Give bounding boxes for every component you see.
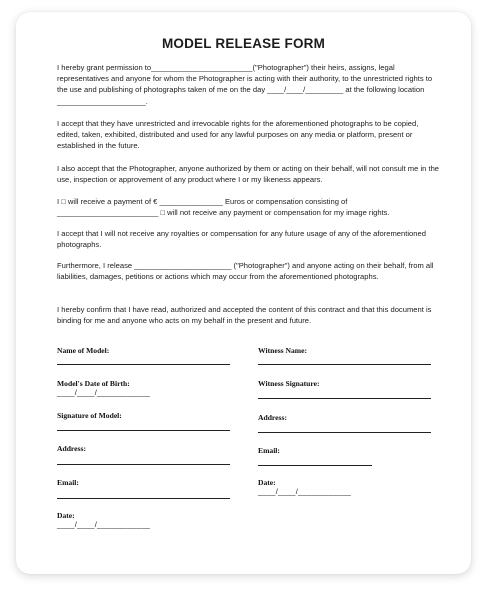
signature-of-model-line[interactable] [57, 430, 230, 431]
name-of-model-label: Name of Model: [57, 346, 110, 355]
date-right-blank[interactable]: ____/____/____________ [258, 487, 352, 496]
witness-name-line[interactable] [258, 364, 431, 365]
paragraph-no-consultation: I also accept that the Photographer, anyone authorized by them or acting on their behalf, will not consult me in the use, inspection or approvement of any product where I or my likeness appears. [57, 164, 440, 185]
email-left-label: Email: [57, 478, 79, 487]
model-dob-label: Model's Date of Birth: [57, 379, 130, 388]
witness-signature-line[interactable] [258, 398, 431, 399]
model-dob-blank[interactable]: ____/____/____________ [57, 388, 151, 397]
paragraph-unrestricted-rights: I accept that they have unrestricted and irrevocable rights for the aforementioned photographs to be copied, edited, taken, exhibited, distributed and used for any lawful purposes on any media or platform, present or established in the future. [57, 119, 419, 151]
date-left-label: Date: [57, 511, 75, 520]
email-left-line[interactable] [57, 498, 230, 499]
email-right-line[interactable] [258, 465, 372, 466]
paragraph-grant-permission: I hereby grant permission to________________________("Photographer") their heirs, assigns, legal representatives and anyone for whom the Photographer is acting with their authority, to the unrestricted rights to the use and publishing of photographs taken of me on the day ____/____/_________ at the following location _____________________. [57, 63, 433, 106]
paragraph-no-royalties: I accept that I will not receive any royalties or compensation for any future usage of any of the aforementioned photographs. [57, 229, 426, 250]
paragraph-payment: I □ will receive a payment of € _______________ Euros or compensation consisting of ________________________ □ will not receive any payment or compensation for my image rights. [57, 197, 390, 218]
address-right-line[interactable] [258, 432, 431, 433]
address-left-label: Address: [57, 444, 86, 453]
form-title: MODEL RELEASE FORM [161, 36, 326, 51]
name-of-model-line[interactable] [57, 364, 230, 365]
witness-name-label: Witness Name: [258, 346, 308, 355]
form-sheet [16, 12, 471, 574]
paragraph-confirmation: I hereby confirm that I have read, authorized and accepted the content of this contract and that this document is binding for me and anyone who acts on my behalf in the present and future. [57, 305, 432, 326]
witness-signature-label: Witness Signature: [258, 379, 320, 388]
date-left-blank[interactable]: ____/____/____________ [57, 520, 151, 529]
paragraph-release-liabilities: Furthermore, I release _______________________ ("Photographer") and anyone acting on their behalf, from all liabilities, damages, petitions or actions which may occur from the aforementioned photographs. [57, 261, 434, 282]
signature-of-model-label: Signature of Model: [57, 411, 122, 420]
email-right-label: Email: [258, 446, 280, 455]
date-right-label: Date: [258, 478, 276, 487]
address-left-line[interactable] [57, 464, 230, 465]
address-right-label: Address: [258, 413, 287, 422]
